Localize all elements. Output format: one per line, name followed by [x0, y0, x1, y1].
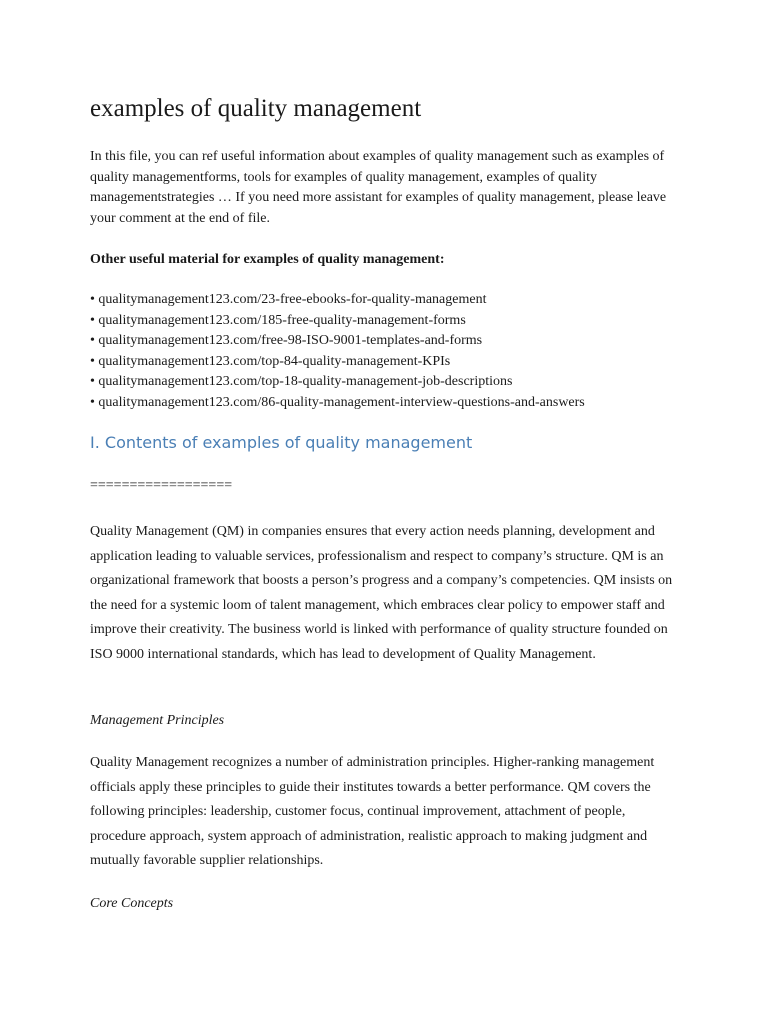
- resource-link[interactable]: • qualitymanagement123.com/185-free-quality-management-forms: [90, 312, 466, 328]
- document-title: examples of quality management: [90, 95, 422, 122]
- contents-section-heading: I. Contents of examples of quality management: [90, 433, 473, 452]
- resource-link[interactable]: • qualitymanagement123.com/top-18-quality-management-job-descriptions: [90, 374, 513, 390]
- separator-line: ==================: [90, 478, 233, 493]
- management-principles-heading: Management Principles: [90, 713, 225, 728]
- intro-paragraph: In this file, you can ref useful information about examples of quality management such as examples of quality managementforms, tools for examples of quality management, examples of quality managementstrategies … If you need more assistant for examples of quality management, please leave your comment at the end of file.: [90, 149, 667, 226]
- resource-link[interactable]: • qualitymanagement123.com/top-84-quality-management-KPIs: [90, 353, 451, 369]
- resource-link-list: [90, 290, 585, 414]
- core-concepts-heading: Core Concepts: [90, 896, 174, 911]
- principles-paragraph: Quality Management recognizes a number of administration principles. Higher-ranking management officials apply these principles to guide their institutes towards a better performance. QM covers the following principles: leadership, customer focus, continual improvement, attachment of people, procedure approach, system approach of administration, realistic approach to making judgment and mutually favorable supplier relationships.: [90, 755, 655, 868]
- resource-link[interactable]: • qualitymanagement123.com/23-free-ebooks-for-quality-management: [90, 292, 487, 307]
- qm-paragraph: Quality Management (QM) in companies ensures that every action needs planning, development and application leading to valuable services, professionalism and respect to company’s structure. QM is an organizational framework that boosts a person’s progress and a company’s competencies. QM insists on the need for a systemic loom of talent management, which embraces clear policy to empower staff and improve their creativity. The business world is linked with performance of quality structure founded on ISO 9000 international standards, which has lead to development of Quality Management.: [90, 524, 673, 662]
- resource-link[interactable]: • qualitymanagement123.com/86-quality-management-interview-questions-and-answers: [90, 394, 585, 410]
- other-material-heading: Other useful material for examples of quality management:: [90, 252, 445, 267]
- resource-link[interactable]: • qualitymanagement123.com/free-98-ISO-9001-templates-and-forms: [90, 333, 483, 349]
